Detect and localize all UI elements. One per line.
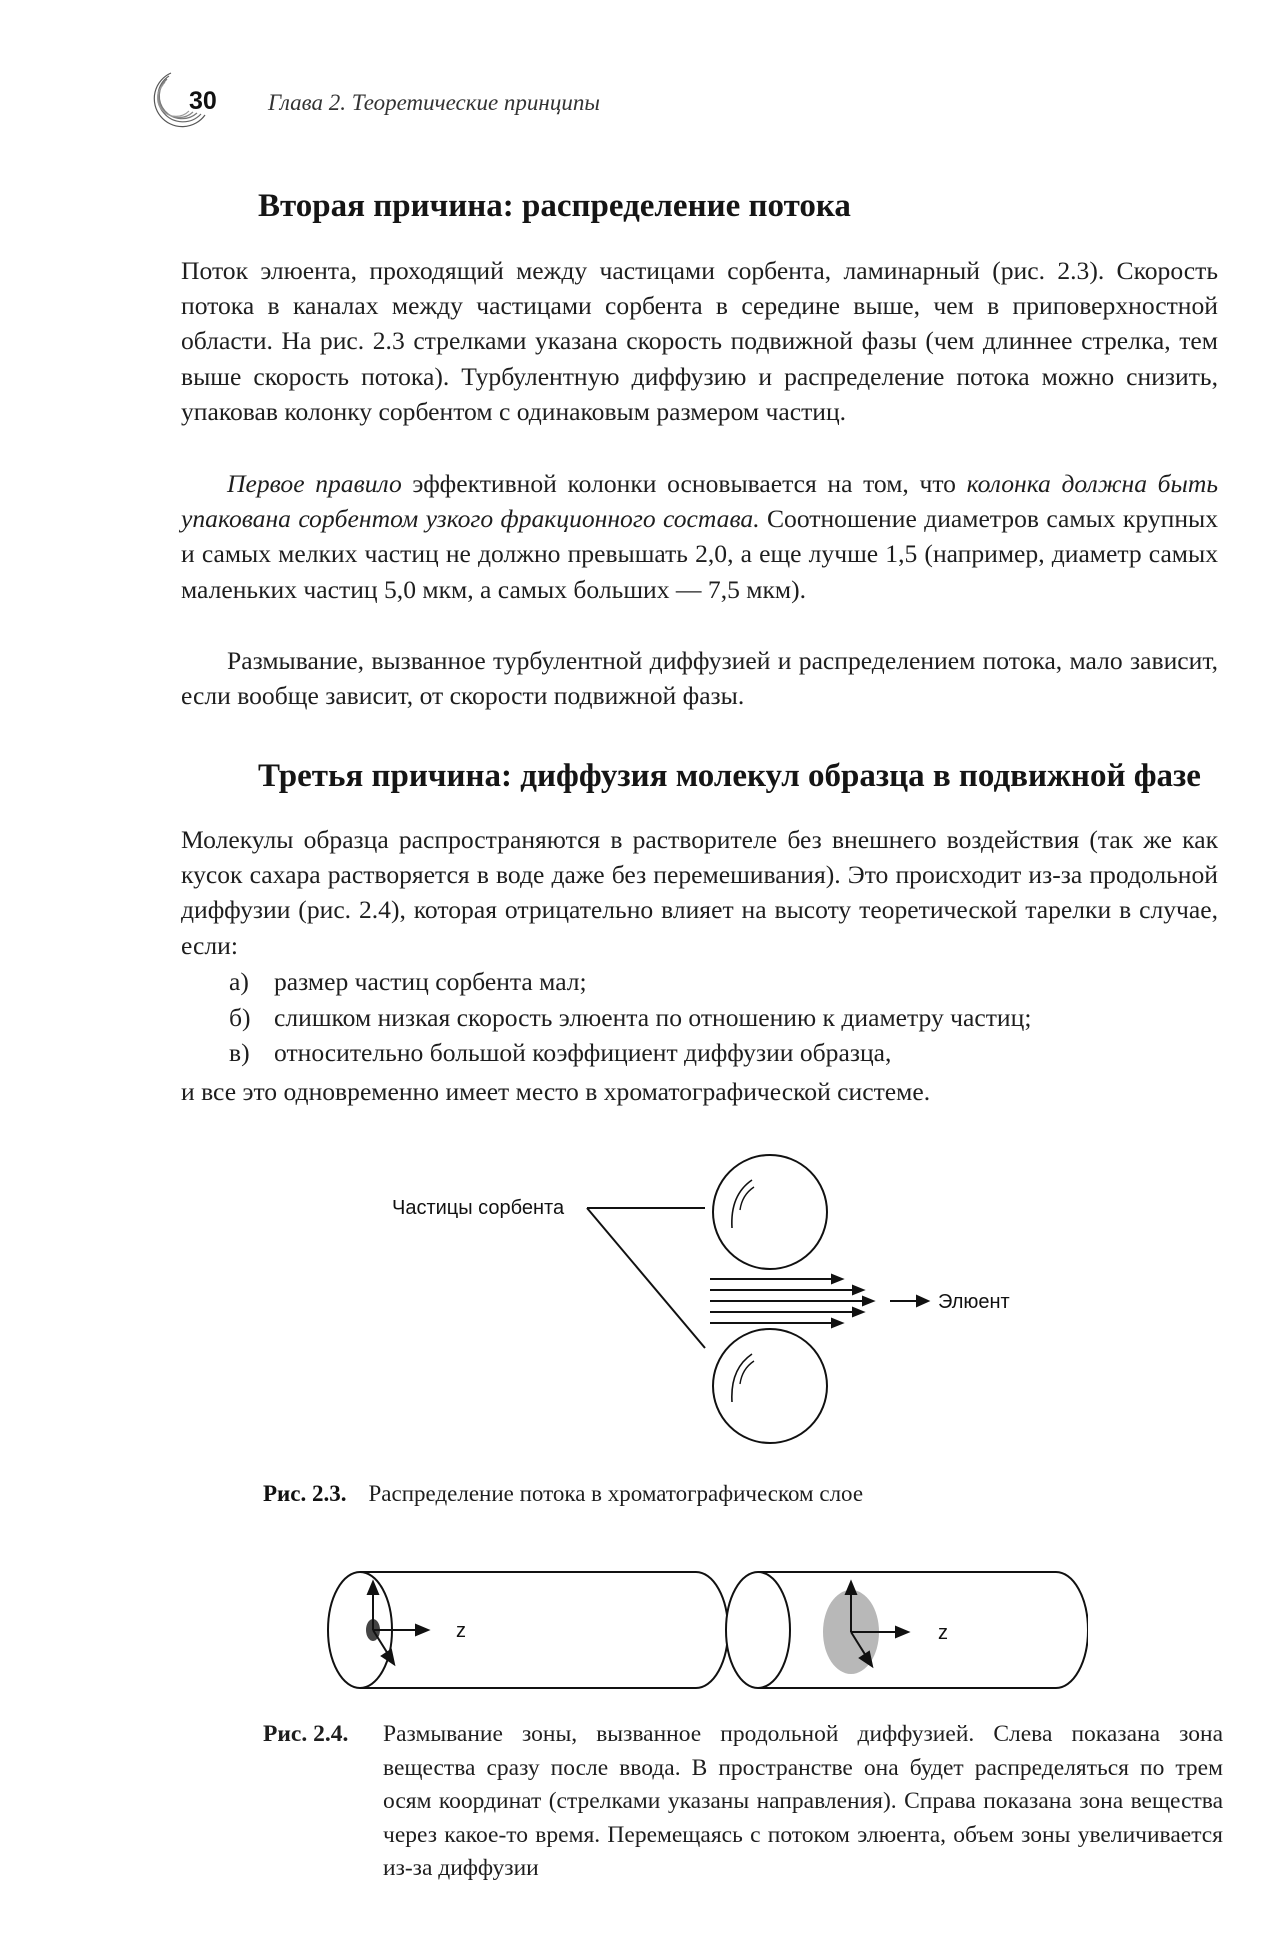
section-heading-flow-distribution: Вторая причина: распределение потока [258, 188, 851, 224]
conditions-list [229, 964, 1031, 1071]
caption-text: Распределение потока в хроматографическом слое [368, 1481, 864, 1506]
list-item: б) слишком низкая скорость элюента по отношению к диаметру частиц; [229, 1002, 1032, 1032]
list-item: в) относительно большой коэффициент диффузии образца, [229, 1038, 892, 1068]
label-sorbent-particles: Частицы сорбента [392, 1197, 565, 1219]
list-item: а) размер частиц сорбента мал; [229, 967, 587, 996]
pointer-line-bottom [587, 1208, 705, 1348]
label-eluent: Элюент [938, 1291, 1010, 1313]
caption-label: Рис. 2.3. [263, 1481, 347, 1506]
first-rule-text-a: эффективной колонки основывается на том, что [401, 469, 967, 498]
paragraph-conclusion: и все это одновременно имеет место в хроматографической системе. [181, 1077, 931, 1106]
first-rule-statement: колонка должна быть упакована сорбентом узкого фракционного состава. [181, 469, 1218, 534]
caption-text: Размывание зоны, вызванное продольной диффузией. Слева показана зона вещества сразу после ввода. В пространстве она будет распределяться по трем осям координат (стрелками указаны направления). Справа показана зона вещества через какое-то время. Перемещаясь с потоком элюента, объем зоны увеличивается из-за диффузии [383, 1721, 1223, 1882]
axis-label-z-right: z [938, 1622, 948, 1644]
first-rule-term: Первое правило [227, 469, 402, 498]
sorbent-particle-top [713, 1155, 827, 1269]
page-number: 30 [189, 87, 217, 115]
paragraph-laminar-flow: Поток элюента, проходящий между частицами сорбента, ламинарный (рис. 2.3). Скорость потока в каналах между частицами сорбента в середине выше, чем в приповерхностной области. На рис. 2.3 стрелками указана скорость подвижной фазы (чем длиннее стрелка, тем выше скорость потока). Турбулентную диффузию и распределение потока можно снизить, упаковав колонку сорбентом с одинаковым размером частиц. [181, 256, 1218, 426]
paragraph-band-broadening: Размывание, вызванное турбулентной диффузией и распределением потока, мало зависит, если вообще зависит, от скорости подвижной фазы. [181, 646, 1218, 711]
paragraph-longitudinal-diffusion: Молекулы образца распространяются в растворителе без внешнего воздействия (так же как кусок сахара растворяется в воде даже без перемешивания). Это происходит из-за продольной диффузии (рис. 2.4), которая отрицательно влияет на высоту теоретической тарелки в случае, если: [181, 825, 1218, 960]
sorbent-particle-bottom [713, 1329, 827, 1443]
paragraph-first-rule [181, 466, 1218, 607]
first-rule-text-b: Соотношение диаметров самых крупных и самых мелких частиц не должно превышать 2,0, а еще лучше 1,5 (например, диаметр самых маленьких частиц 5,0 мкм, а самых больших — 7,5 мкм). [181, 504, 1219, 604]
figure-caption-2-4 [263, 1718, 1223, 1908]
axis-label-z-left: z [456, 1620, 466, 1642]
figure-longitudinal-diffusion [318, 1560, 1088, 1700]
caption-label: Рис. 2.4. [263, 1721, 349, 1747]
figure-flow-distribution [380, 1140, 1040, 1470]
section-heading-sample-diffusion: Третья причина: диффузия молекул образца в подвижной фазе [258, 758, 1201, 794]
flow-velocity-arrows [710, 1275, 928, 1327]
figure-caption-2-3 [263, 1481, 863, 1507]
running-head: Глава 2. Теоретические принципы [268, 90, 600, 115]
column-tube-right [726, 1572, 1088, 1688]
